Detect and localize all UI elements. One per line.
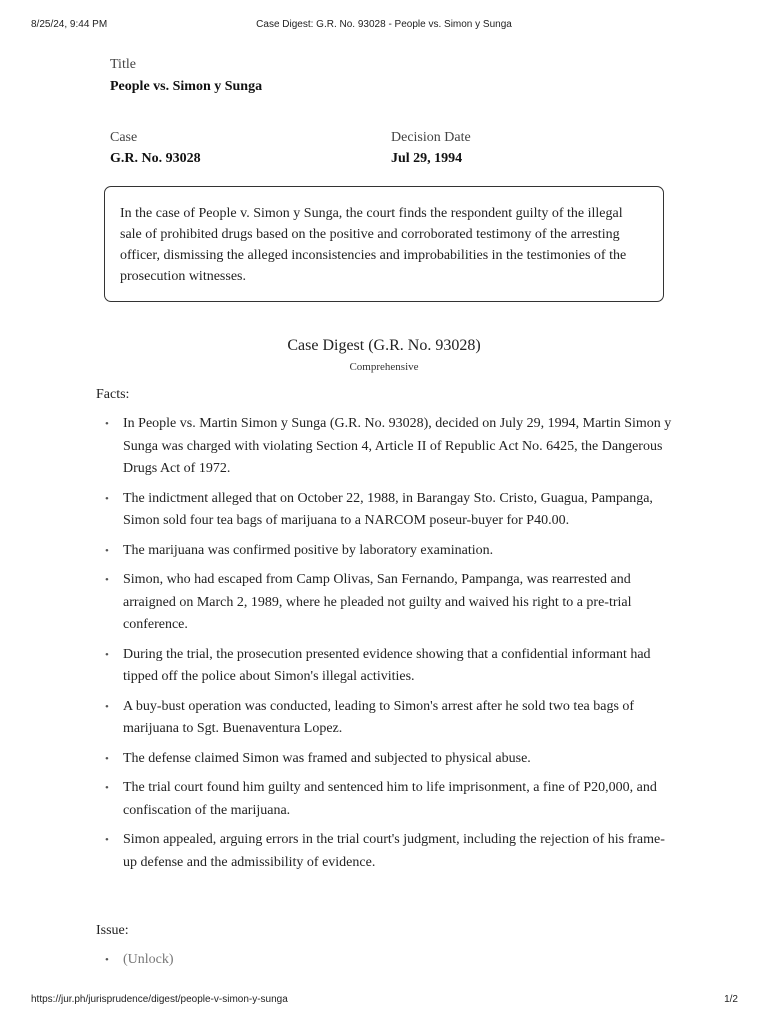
decision-date-label: Decision Date [391, 130, 471, 145]
print-footer [0, 994, 768, 1008]
decision-date-value: Jul 29, 1994 [391, 151, 463, 166]
print-page-number: 1/2 [724, 994, 738, 1005]
summary-text: In the case of People v. Simon y Sunga, the court finds the respondent guilty of the illegal sale of prohibited drugs based on the positive and corroborated testimony of the arresting officer, dismissing the alleged inconsistencies and improbabilities in the testimonies of the prosecution witnesses. [120, 206, 627, 284]
print-page-title: Case Digest: G.R. No. 93028 - People vs. Simon y Sunga [256, 19, 512, 30]
list-item [105, 696, 675, 741]
fact-text: Simon, who had escaped from Camp Olivas, San Fernando, Pampanga, was rearrested and arraigned on March 2, 1989, where he pleaded not guilty and waived his right to a pre-trial conference. [123, 572, 632, 632]
list-item[interactable] [105, 949, 174, 971]
fact-text: A buy-bust operation was conducted, leading to Simon's arrest after he sold two tea bags of marijuana to Sgt. Buenaventura Lopez. [123, 698, 635, 736]
fact-text: The indictment alleged that on October 22, 1988, in Barangay Sto. Cristo, Guagua, Pampanga, Simon sold four tea bags of marijuana to a NARCOM poseur-buyer for P40.00. [123, 490, 653, 528]
case-value: G.R. No. 93028 [110, 151, 201, 166]
bullet: • [105, 752, 109, 765]
fact-text: In People vs. Martin Simon y Sunga (G.R. No. 93028), decided on July 29, 1994, Martin Simon y Sunga was charged with violating Section 4, Article II of Republic Act No. 6425, the Dangerous Drugs Act of 1972. [123, 416, 672, 476]
list-item [105, 644, 675, 689]
list-item [105, 829, 675, 874]
bullet: • [105, 782, 109, 794]
list-item [105, 488, 675, 533]
digest-title: Case Digest (G.R. No. 93028) [287, 337, 481, 354]
bullet: • [105, 648, 109, 661]
fact-text: Simon appealed, arguing errors in the trial court's judgment, including the rejection of his frame-up defense and the admissibility of evidence. [123, 832, 665, 870]
list-item [105, 540, 675, 563]
issue-list [105, 949, 174, 971]
title-label: Title [110, 57, 136, 72]
fact-text: The marijuana was confirmed positive by laboratory examination. [123, 542, 494, 558]
unlock-link[interactable]: (Unlock) [123, 952, 174, 967]
fact-text: During the trial, the prosecution presented evidence showing that a confidential informant had tipped off the police about Simon's illegal activities. [123, 646, 651, 684]
facts-list [105, 413, 675, 881]
list-item [105, 748, 675, 771]
fact-text: The trial court found him guilty and sentenced him to life imprisonment, a fine of P20,000, and confiscation of the marijuana. [123, 780, 657, 818]
print-datetime: 8/25/24, 9:44 PM [31, 19, 108, 30]
bullet: • [105, 954, 109, 966]
print-header [0, 19, 768, 33]
bullet: • [105, 834, 109, 846]
bullet: • [105, 492, 109, 505]
case-label: Case [110, 130, 138, 145]
bullet: • [105, 544, 109, 557]
list-item [105, 413, 675, 481]
title-value: People vs. Simon y Sunga [110, 79, 263, 94]
list-item [105, 777, 675, 822]
print-url: https://jur.ph/jurisprudence/digest/people-v-simon-y-sunga [31, 994, 288, 1005]
digest-subtitle: Comprehensive [349, 361, 419, 373]
issue-heading: Issue: [96, 923, 129, 938]
list-item [105, 569, 675, 637]
bullet: • [105, 574, 109, 586]
bullet: • [105, 418, 109, 430]
summary-box [104, 186, 664, 302]
fact-text: The defense claimed Simon was framed and subjected to physical abuse. [123, 750, 531, 766]
facts-heading: Facts: [96, 387, 130, 402]
bullet: • [105, 700, 109, 713]
